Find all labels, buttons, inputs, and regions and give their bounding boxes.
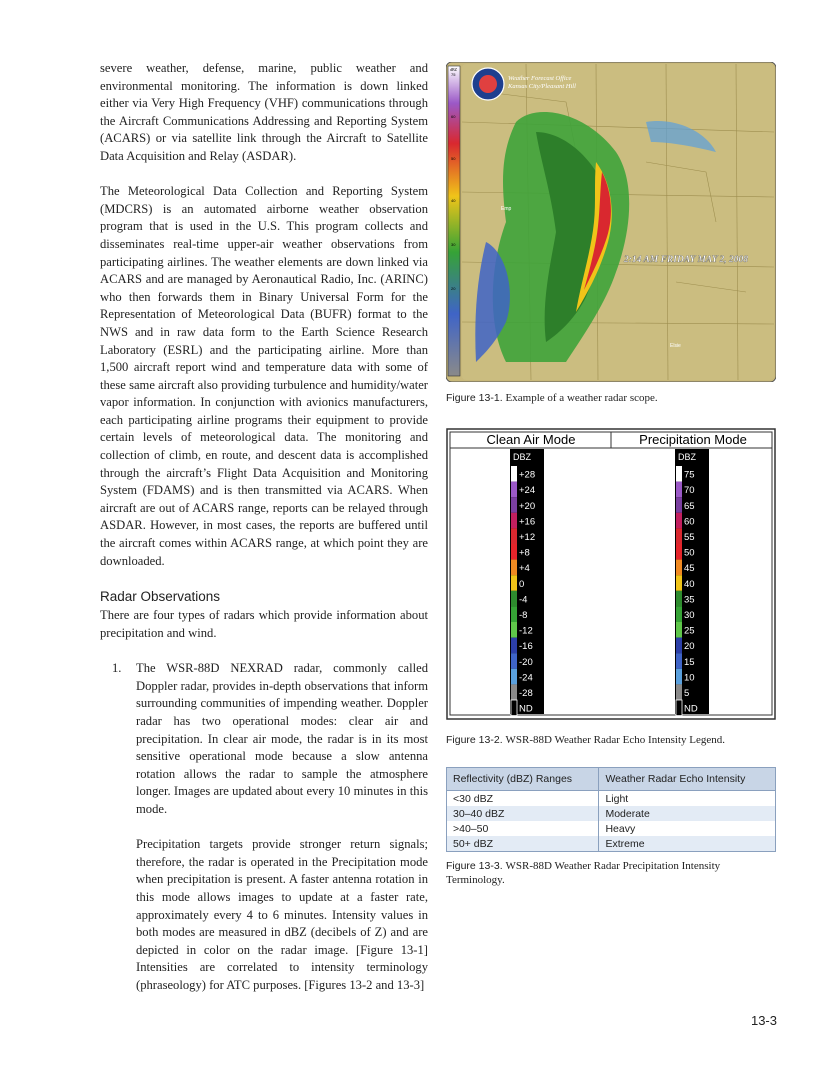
legend-clean-swatch bbox=[511, 482, 517, 498]
legend-clean-swatch bbox=[511, 544, 517, 560]
list-item-nexrad bbox=[100, 660, 428, 994]
legend-precip-value-label: 5 bbox=[684, 688, 690, 699]
legend-precip-swatch bbox=[676, 700, 682, 716]
figure-13-1-caption: Figure 13-1. Example of a weather radar scope. bbox=[446, 392, 658, 404]
radar-office-name: Weather Forecast Office bbox=[508, 75, 572, 82]
radar-town-label: Emp bbox=[501, 206, 512, 212]
legend-precip-value-label: ND bbox=[684, 703, 698, 715]
legend-clean-value-label: -28 bbox=[519, 688, 533, 699]
legend-precip-swatch bbox=[676, 684, 682, 700]
table-header-row bbox=[447, 768, 776, 791]
paragraph-precipitation-mode: Precipitation targets provide stronger return signals; therefore, the radar is operated in the Precipitation mode when precipitation is present. A faster antenna rotation in this mode allows images to update at a faster rate, approximately every 4 to 6 minutes. Intensity values in both modes are measured in dBZ (decibels of Z) and are depicted in color on the radar image. [Figure 13-1] Intensities are correlated to intensity terminology (phraseology) for ATC purposes. [Figures 13-2 and 13-3] bbox=[136, 837, 428, 992]
legend-clean-swatch bbox=[511, 669, 517, 685]
figure-13-3-caption: Figure 13-3. WSR-88D Weather Radar Precipitation Intensity Terminology. bbox=[446, 860, 721, 886]
legend-precip-value-label: 15 bbox=[684, 656, 695, 668]
radar-scale-tick: 30 bbox=[451, 242, 456, 247]
legend-clean-swatch bbox=[511, 513, 517, 529]
legend-precip-value-label: 50 bbox=[684, 547, 695, 559]
legend-clean-swatch bbox=[511, 497, 517, 513]
table-header-intensity: Weather Radar Echo Intensity bbox=[599, 768, 776, 791]
legend-clean-value-label: +28 bbox=[519, 469, 536, 481]
legend-clean-swatch bbox=[511, 638, 517, 654]
legend-clean-swatch bbox=[511, 622, 517, 638]
radar-scale-header: dBZ bbox=[450, 67, 458, 72]
legend-clean-value-label: +20 bbox=[519, 500, 536, 512]
radar-scale-tick: 60 bbox=[451, 114, 456, 119]
legend-title-precipitation: Precipitation Mode bbox=[639, 432, 747, 447]
radar-scale-tick: 75 bbox=[451, 72, 456, 77]
table-row: 30–40 dBZ Moderate bbox=[447, 806, 776, 821]
weather-radar-image bbox=[446, 62, 776, 382]
table-row: <30 dBZ Light bbox=[447, 791, 776, 807]
legend-precip-swatch bbox=[676, 513, 682, 529]
legend-clean-value-label: -20 bbox=[519, 656, 533, 668]
legend-precip-value-label: 55 bbox=[684, 532, 695, 543]
legend-clean-value-label: -24 bbox=[519, 672, 533, 684]
legend-precip-value-label: 10 bbox=[684, 672, 695, 684]
radar-scale-tick: 50 bbox=[451, 156, 456, 161]
left-column bbox=[100, 60, 428, 1012]
table-row: 50+ dBZ Extreme bbox=[447, 836, 776, 852]
table-row: >40–50 Heavy bbox=[447, 821, 776, 836]
legend-clean-swatch bbox=[511, 606, 517, 622]
legend-precip-value-label: 35 bbox=[684, 594, 695, 606]
legend-precip-swatch bbox=[676, 606, 682, 622]
paragraph-weather-downlink: severe weather, defense, marine, public weather and environmental monitoring. The information is down linked either via Very High Frequency (VHF) communications through the Aircraft Communications Addressing and Reporting System (ACARS) or via satellite link through the Aircraft to Satellite Data Acquisition and Relay (ASDAR). bbox=[100, 61, 428, 163]
legend-precip-value-label: 25 bbox=[684, 625, 695, 637]
legend-clean-value-label: ND bbox=[519, 703, 533, 715]
legend-clean-value-label: +8 bbox=[519, 547, 530, 559]
legend-clean-swatch bbox=[511, 528, 517, 544]
legend-clean-swatch bbox=[511, 575, 517, 591]
legend-clean-value-label: +16 bbox=[519, 516, 536, 528]
legend-precip-value-label: 70 bbox=[684, 485, 695, 497]
legend-precip-value-label: 20 bbox=[684, 641, 695, 653]
legend-unit-precip: DBZ bbox=[678, 452, 696, 462]
legend-clean-swatch bbox=[511, 700, 517, 716]
radar-office-location: Kansas City/Pleasant Hill bbox=[508, 83, 576, 90]
legend-precip-swatch bbox=[676, 544, 682, 560]
legend-clean-swatch bbox=[511, 466, 517, 482]
paragraph-nexrad-modes: The WSR-88D NEXRAD radar, commonly called Doppler radar, provides in-depth observations that inform surrounding communities of impending weather. Doppler radar has two operational modes: clear air and precipitation. In clear air mode, the radar is in its most sensitive operational mode because a slow antenna rotation allows the radar to sample the atmosphere longer. Images are updated about every 10 minutes in this mode. bbox=[136, 661, 428, 816]
legend-clean-swatch bbox=[511, 591, 517, 607]
legend-clean-value-label: -8 bbox=[519, 610, 528, 621]
radar-scale-tick: 20 bbox=[451, 286, 456, 291]
precipitation-intensity-table bbox=[446, 767, 776, 852]
radar-town-label: Elsie bbox=[670, 343, 681, 349]
legend-precip-value-label: 40 bbox=[684, 578, 695, 590]
radar-scale-tick: 40 bbox=[451, 198, 456, 203]
legend-precip-value-label: 45 bbox=[684, 563, 695, 575]
legend-precip-swatch bbox=[676, 528, 682, 544]
legend-title-clean-air: Clean Air Mode bbox=[486, 432, 576, 447]
paragraph-mdcrs: The Meteorological Data Collection and Reporting System (MDCRS) is an automated airborne weather observation program that is used in the U.S. This program collects and disseminates real-time upper-air weather observations from participating airlines. The weather elements are down linked via ACARS and are managed by Aeronautical Radio, Inc. (ARINC) who then forwards them in Binary Universal Form for the Representation of Meteorological Data (BUFR) format to the NWS and in raw data form to the Earth Science Research Laboratory (ESRL) and the participating airline. More than 1,500 aircraft report wind and temperature data with some of these same aircraft also providing turbulence and humidity/water vapor information. In conjunction with avionics manufacturers, each participating airline programs their equipment to provide certain levels of meteorological data. The monitoring and collection of climb, en route, and descent data is accomplished through the aircraft’s Flight Data Acquisition and Monitoring System (FDAMS) and is then transmitted via ACARS. When aircraft are out of ACARS range, reports can be relayed through ASDAR. However, in most cases, the reports are buffered until the aircraft comes within ACARS range, at which point they are downloaded. bbox=[100, 184, 428, 568]
legend-clean-swatch bbox=[511, 560, 517, 576]
legend-precip-swatch bbox=[676, 653, 682, 669]
legend-precip-swatch bbox=[676, 482, 682, 498]
page-number: 13-3 bbox=[750, 1013, 777, 1028]
legend-clean-value-label: -4 bbox=[519, 594, 528, 606]
legend-precip-swatch bbox=[676, 575, 682, 591]
section-heading-radar-observations: Radar Observations bbox=[100, 588, 221, 604]
legend-precip-swatch bbox=[676, 591, 682, 607]
legend-precip-swatch bbox=[676, 560, 682, 576]
list-number: 1. bbox=[112, 661, 122, 676]
legend-clean-value-label: +24 bbox=[519, 485, 536, 497]
legend-clean-value-label: -12 bbox=[519, 625, 533, 637]
legend-clean-value-label: -16 bbox=[519, 641, 533, 653]
legend-precip-swatch bbox=[676, 622, 682, 638]
legend-precip-swatch bbox=[676, 638, 682, 654]
radar-timestamp: 2:14 AM FRIDAY MAY 2, 2008 bbox=[624, 255, 749, 265]
table-header-reflectivity: Reflectivity (dBZ) Ranges bbox=[447, 768, 599, 791]
paragraph-radar-types: There are four types of radars which provide information about precipitation and wind. bbox=[100, 608, 428, 640]
legend-unit-clean: DBZ bbox=[513, 452, 531, 462]
legend-precip-swatch bbox=[676, 497, 682, 513]
legend-clean-swatch bbox=[511, 684, 517, 700]
legend-precip-value-label: 60 bbox=[684, 516, 695, 528]
legend-precip-swatch bbox=[676, 669, 682, 685]
legend-precip-swatch bbox=[676, 466, 682, 482]
legend-precip-value-label: 65 bbox=[684, 500, 695, 512]
legend-clean-value-label: +4 bbox=[519, 563, 530, 575]
legend-precip-value-label: 30 bbox=[684, 610, 695, 621]
echo-intensity-legend bbox=[446, 428, 776, 720]
legend-precip-value-label: 75 bbox=[684, 469, 695, 481]
legend-clean-value-label: 0 bbox=[519, 578, 525, 590]
legend-clean-value-label: +12 bbox=[519, 532, 536, 543]
legend-clean-swatch bbox=[511, 653, 517, 669]
figure-13-2-caption: Figure 13-2. WSR-88D Weather Radar Echo Intensity Legend. bbox=[446, 734, 726, 746]
